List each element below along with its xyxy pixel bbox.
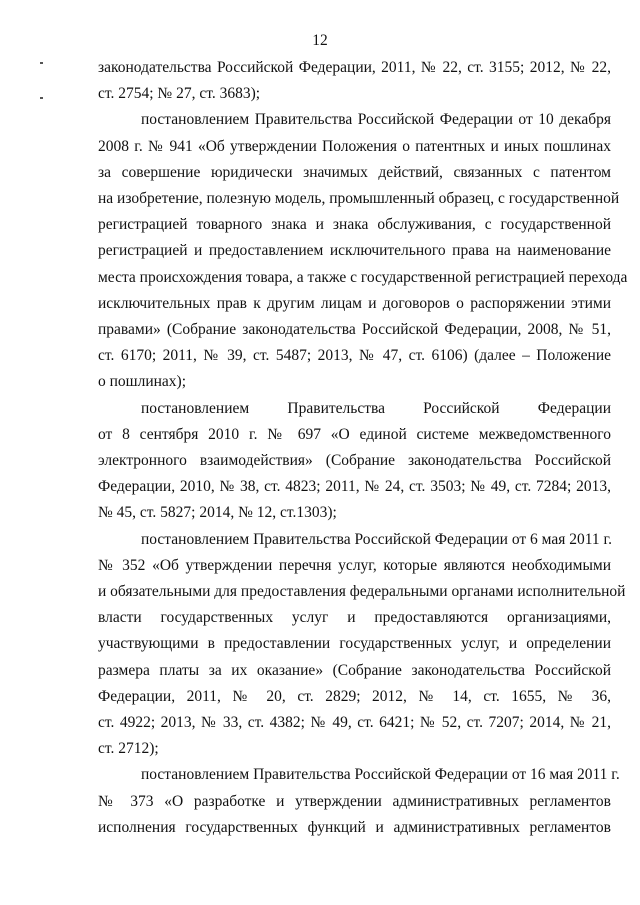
text-line: исполнения государственных функций и административных регламентов <box>98 818 611 836</box>
text-line: законодательства Российской Федерации, 2011, № 22, ст. 3155; 2012, № 22, <box>98 59 611 76</box>
text-line: места происхождения товара, а также с государственной регистрацией перехода <box>98 268 628 286</box>
document-body <box>98 55 628 841</box>
text-line: и обязательными для предоставления федеральными органами исполнительной <box>98 583 626 601</box>
text-line: Федерации, 2011, № 20, ст. 2829; 2012, № 14, ст. 1655, № 36, <box>98 687 611 705</box>
text-line: правами» (Собрание законодательства Российской Федерации, 2008, № 51, <box>98 321 611 339</box>
text-line: участвующими в предоставлении государственных услуг, и определении <box>98 635 611 653</box>
text-line: постановлением Правительства Российской Федерации от 6 мая 2011 г. <box>141 530 613 548</box>
text-line: власти государственных услуг и предоставляются организациями, <box>98 609 611 627</box>
text-line: постановлением Правительства Российской Федерации <box>141 399 611 417</box>
text-line: Федерации, 2010, № 38, ст. 4823; 2011, № 24, ст. 3503; № 49, ст. 7284; 2013, <box>98 478 611 496</box>
text-line: ст. 2712); <box>98 740 159 758</box>
text-line: № 352 «Об утверждении перечня услуг, которые являются необходимыми <box>98 556 611 574</box>
text-line: исключительных прав к другим лицам и договоров о распоряжении этими <box>98 294 611 312</box>
text-line: размера платы за их оказание» (Собрание законодательства Российской <box>98 661 611 679</box>
text-line: на изобретение, полезную модель, промышленный образец, с государственной <box>98 190 620 208</box>
text-line: регистрацией и предоставлением исключительного права на наименование <box>98 242 611 260</box>
text-line: 2008 г. № 941 «Об утверждении Положения о патентных и иных пошлинах <box>98 137 611 155</box>
margin-mark <box>40 62 43 64</box>
text-line: электронного взаимодействия» (Собрание законодательства Российской <box>98 452 611 470</box>
text-line: о пошлинах); <box>98 373 187 391</box>
page-number: 12 <box>312 32 328 49</box>
text-line: № 45, ст. 5827; 2014, № 12, ст.1303); <box>98 504 337 522</box>
text-line: постановлением Правительства Российской Федерации от 10 декабря <box>141 111 611 129</box>
text-line: от 8 сентября 2010 г. № 697 «О единой системе межведомственного <box>98 425 611 443</box>
text-line: ст. 6170; 2011, № 39, ст. 5487; 2013, № 47, ст. 6106) (далее – Положение <box>98 347 611 365</box>
text-line: ст. 4922; 2013, № 33, ст. 4382; № 49, ст. 6421; № 52, ст. 7207; 2014, № 21, <box>98 714 611 732</box>
margin-mark <box>40 97 43 99</box>
text-line: регистрацией товарного знака и знака обслуживания, с государственной <box>98 216 611 234</box>
text-line: ст. 2754; № 27, ст. 3683); <box>98 85 261 103</box>
text-line: постановлением Правительства Российской Федерации от 16 мая 2011 г. <box>141 766 620 784</box>
text-line: № 373 «О разработке и утверждении административных регламентов <box>98 792 611 810</box>
text-line: за совершение юридически значимых действий, связанных с патентом <box>98 163 611 181</box>
